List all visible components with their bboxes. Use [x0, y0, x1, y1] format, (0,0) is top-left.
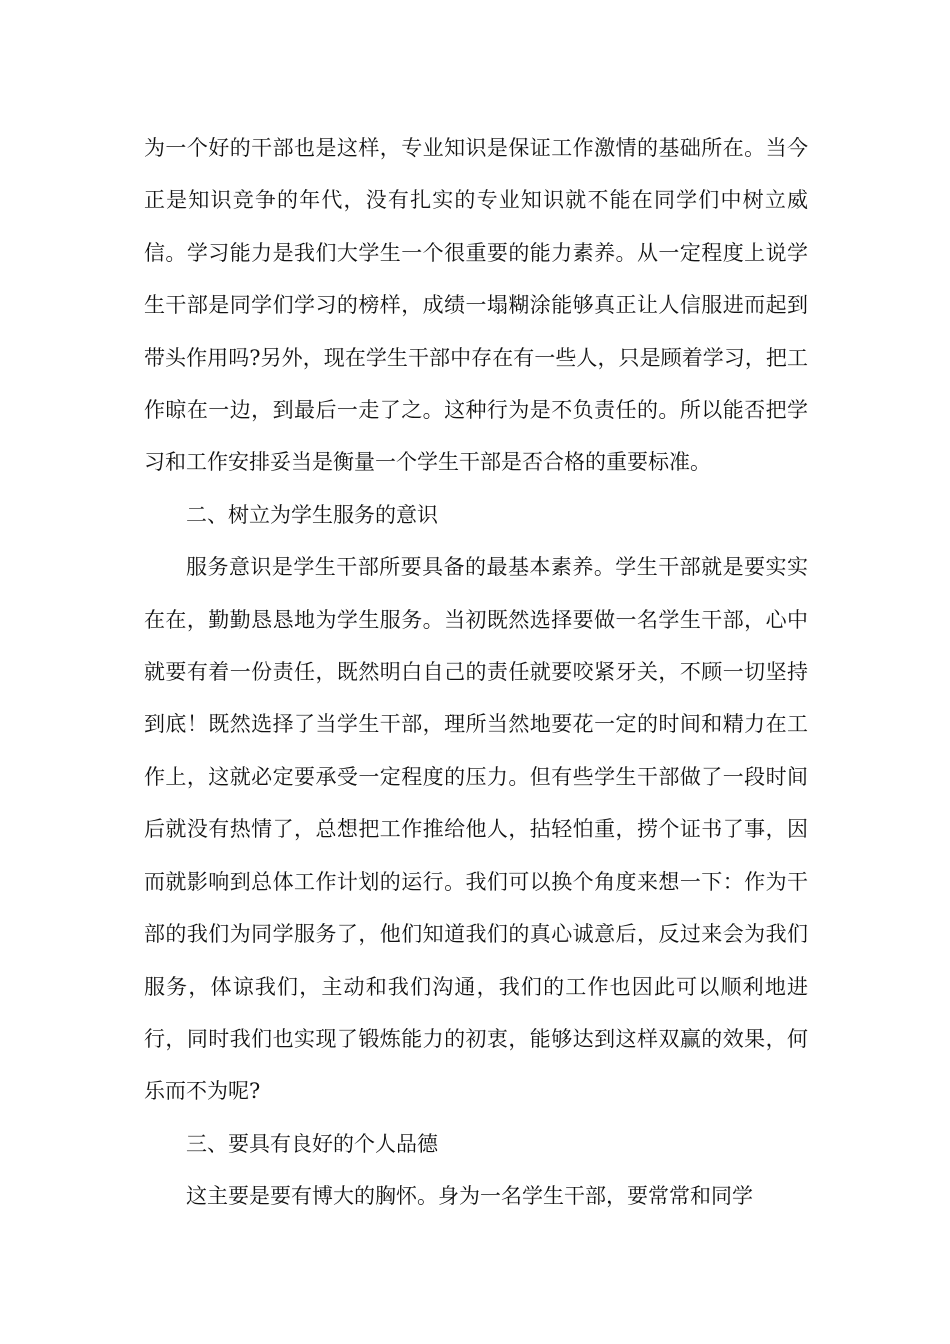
- body-paragraph-3: 这主要是要有博大的胸怀。身为一名学生干部，要常常和同学: [186, 1184, 753, 1209]
- body-paragraph-1: 为一个好的干部也是这样，专业知识是保证工作激情的基础所在。当今正是知识竞争的年代，没有扎实的专业知识就不能在同学们中树立威信。学习能力是我们大学生一个很重要的能力素养。从一定程度上说学生干部是同学们学习的榜样，成绩一塌糊涂能够真正让人信服进而起到带头作用吗?另外，现在学生干部中存在有一些人，只是顾着学习，把工作晾在一边，到最后一走了之。这种行为是不负责任的。所以能否把学习和工作安排妥当是衡量一个学生干部是否合格的重要标准。: [144, 136, 808, 475]
- section-heading-3: 三、要具有良好的个人品德: [186, 1131, 438, 1156]
- document-page: [144, 122, 808, 1223]
- body-paragraph-2: 服务意识是学生干部所要具备的最基本素养。学生干部就是要实实在在，勤勤恳恳地为学生服务。当初既然选择要做一名学生干部，心中就要有着一份责任，既然明白自己的责任就要咬紧牙关，不顾一切坚持到底！既然选择了当学生干部，理所当然地要花一定的时间和精力在工作上，这就必定要承受一定程度的压力。但有些学生干部做了一段时间后就没有热情了，总想把工作推给他人，拈轻怕重，捞个证书了事，因而就影响到总体工作计划的运行。我们可以换个角度来想一下：作为干部的我们为同学服务了，他们知道我们的真心诚意后，反过来会为我们服务，体谅我们，主动和我们沟通，我们的工作也因此可以顺利地进行，同时我们也实现了锻炼能力的初衷，能够达到这样双赢的效果，何乐而不为呢?: [144, 555, 808, 1104]
- section-heading-2: 二、树立为学生服务的意识: [186, 502, 438, 527]
